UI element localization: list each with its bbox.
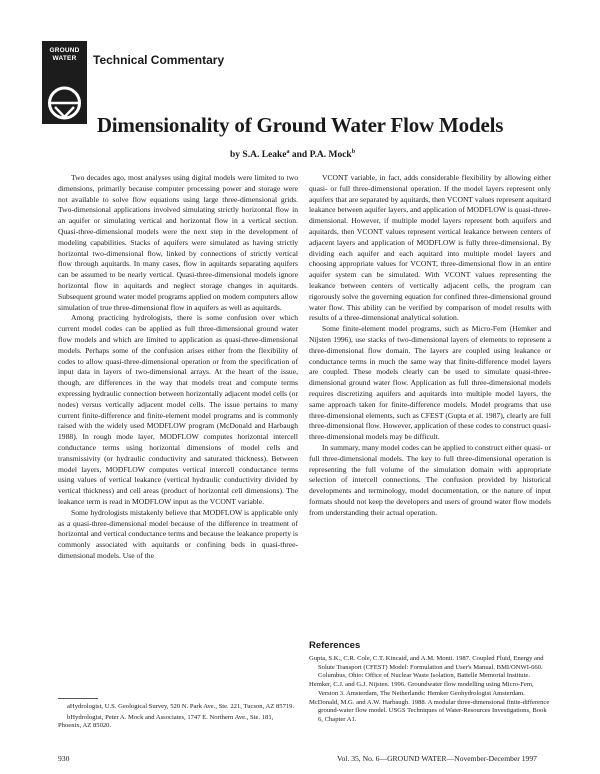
paragraph: Some hydrologists mistakenly believe that MODFLOW is applicable only as a quasi-three-dimensional model because of the difference in treatment of horizontal and vertical conductance terms and because the leakance property is commonly associated with aquitards or confining beds in quasi-three-dimensional models. Use of the: [58, 507, 298, 560]
paragraph: Among practicing hydrologists, there is some confusion over which current model codes can be applied as full three-dimensional ground water flow models and which are limited to application as quasi-three-dimensional models. Perhaps some of the confusion arises either from the flexibility of codes to allow quasi-three-dimensional operation or from the specification of input data in layers of two-dimensional arrays. At the heart of the issue, though, are differences in the way that models treat and compute terms expressing hydraulic connection between horizontally adjacent model cells (or nodes) versus vertically adjacent model cells. The issue pertains to many current finite-difference and finite-element model programs and is commonly raised with the widely used MODFLOW program (McDonald and Harbaugh 1988). In rough mode layer, MODFLOW computes horizontal intercell conductance terms using horizontal dimensions of model cells and transmissivity (or hydraulic conductivity and saturated thickness). Between model layers, MODFLOW computes vertical intercell conductance terms using values of vertical leakance (vertical hydraulic conductivity divided by vertical thickness) and cell areas (product of horizontal cell dimensions). The leakance term is read in MODFLOW input as the VCONT variable.: [58, 313, 298, 506]
page-number: 930: [58, 754, 70, 763]
reference-item: Gupta, S.K., C.R. Cole, C.T. Kincaid, and A.M. Monti. 1987. Coupled Fluid, Energy and Solute Transport (CFEST) Model: Formulation and User's Manual. BMI/ONWI-660. Columbus, Ohio: Office of Nuclear Waste Isolation, Battelle Memorial Institute.: [309, 655, 544, 680]
paragraph: In summary, many model codes can be applied to construct either quasi- or full three-dimensional models. The key to full three-dimensional operation is representing the full volume of the simulation domain with appropriate selection of intercell connections. The confusion provided by historical developments and terminology, model documentation, or the nature of input formats should not keep the developers and users of ground water flow models from understanding their actual operation.: [309, 442, 551, 517]
references-heading: References: [309, 640, 361, 651]
author-2-mark: b: [351, 149, 356, 155]
paragraph: Some finite-element model programs, such as Micro-Fem (Hemker and Nijsten 1996), use stacks of two-dimensional layers of elements to represent a three-dimensional flow domain. The layers are coupled using leakance or conductance terms in much the same way that finite-difference model layers are coupled. These models clearly can be used to simulate quasi-three-dimensional ground water flow. Application as full three-dimensional models requires discretizing aquifers and aquitards into multiple model layers, the same approach taken for finite-difference models. Model programs that use three-dimensional elements, such as CFEST (Gupta et al. 1987), clearly are full three-dimensional flow. However, application of these codes to construct quasi-three-dimensional models may be difficult.: [309, 324, 551, 442]
section-label: Technical Commentary: [93, 53, 225, 67]
paragraph: Two decades ago, most analyses using digital models were limited to two dimensions, primarily because computer processing power and storage were not available to solve flow equations using large three-dimensional grids. Two-dimensional applications involved simulating strictly horizontal flow in an aquifer or simulating vertical and horizontal flow in a vertical section. Quasi-three-dimensional models were the next step in the development of modeling capabilities. Stacks of aquifers were simulated as having strictly horizontal two-dimensional flow, linked by connections of strictly vertical flow through aquitards. In many cases, flow in aquitards separating aquifers can be assumed to be nearly vertical. Quasi-three-dimensional models ignore horizontal flow in aquitards and neglect storage changes in aquitards. Subsequent ground water model programs applied on modern computers allow simulation of true three-dimensional flow in aquifers as well as aquitards.: [58, 173, 298, 312]
author-and: and: [291, 150, 308, 161]
logo-line-1: GROUND: [49, 47, 80, 54]
issue-info: Vol. 35, No. 6—GROUND WATER—November-December 1997: [337, 754, 537, 763]
author-1: S.A. Leake: [242, 150, 287, 161]
author-line: [230, 149, 355, 160]
reference-item: McDonald, M.G. and A.W. Harbaugh. 1988. A modular three-dimensional finite-difference ground-water flow model. USGS Techniques of Water-Resources Investigations, Book 6, Chapter A1.: [309, 698, 550, 723]
reference-item: Hemker, C.J. and G.J. Nijsten. 1996. Groundwater flow modelling using Micro-Fem, Version 3. Amsterdam, The Netherlands: Hemker Geohydrologist Amsterdam.: [309, 681, 534, 697]
journal-logo: [42, 41, 87, 124]
footnote: bHydrologist, Peter A. Mock and Associates, 1747 E. Northern Ave., Ste. 181, Phoenix, AZ 85020.: [58, 713, 274, 730]
footnote-divider: [58, 698, 98, 699]
author-by: by: [230, 150, 241, 161]
left-column: [58, 173, 298, 638]
footnote: aHydrologist, U.S. Geological Survey, 520 N. Park Ave., Ste. 221, Tucson, AZ 85719.: [67, 703, 295, 710]
article-title: Dimensionality of Ground Water Flow Models: [96, 113, 504, 137]
paragraph: VCONT variable, in fact, adds considerable flexibility by allowing either quasi- or full three-dimensional operation. If the model layers represent only aquifers that are separated by aquitards, then VCONT values represent aquitard leakance between aquifer layers, and application of MODFLOW is quasi-three-dimensional. However, if multiple model layers represent both aquifers and aquitards, then VCONT values represent vertical leakance between centers of adjacent layers and application of MODFLOW is fully three-dimensional. By dividing each aquifer and each aquitard into multiple model layers and choosing appropriate values for VCONT, three-dimensional flow in an entire aquifer system can be simulated. With VCONT values representing the leakance between centers of vertically adjacent cells, the program can rigorously solve the governing equation for confined three-dimensional ground water flow. This ability can be verified by comparison of model results with results of a three-dimensional analytical solution.: [309, 173, 551, 323]
logo-line-2: WATER: [52, 55, 77, 62]
author-1-mark: a: [286, 149, 290, 155]
footnotes: [58, 703, 298, 733]
right-column: [309, 173, 551, 634]
references-section: [309, 640, 551, 748]
author-2: P.A. Mock: [309, 150, 352, 161]
